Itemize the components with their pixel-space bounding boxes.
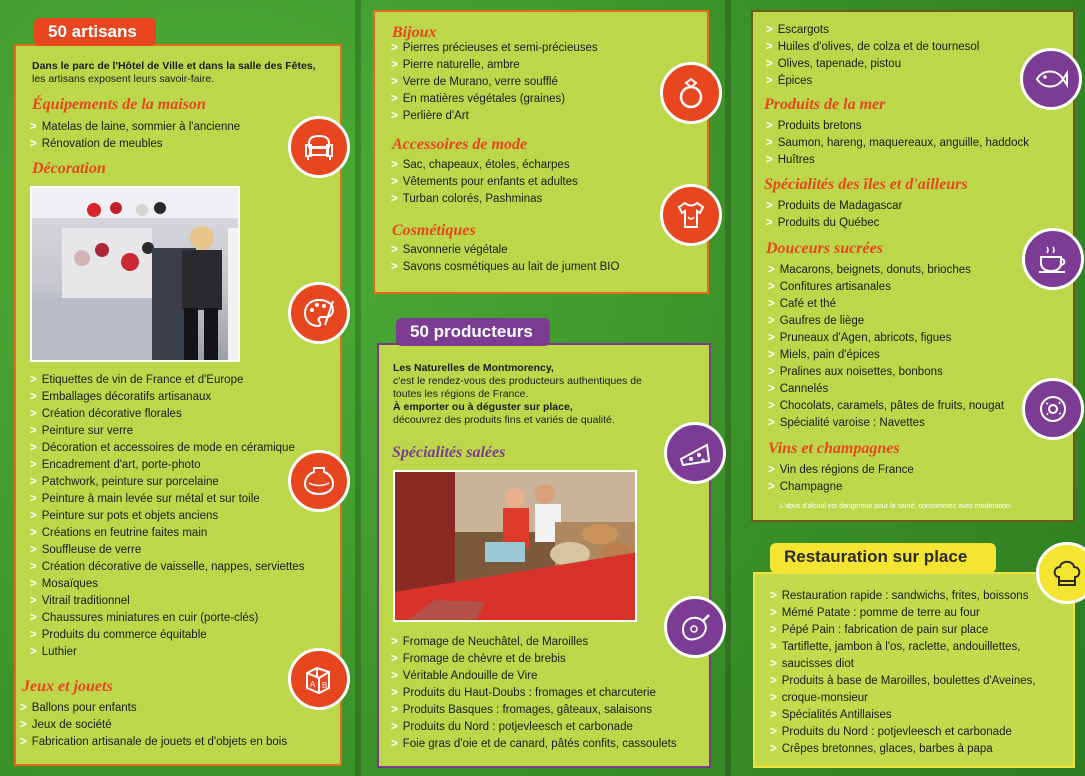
ring-icon bbox=[660, 62, 722, 124]
artisans-intro-bold: Dans le parc de l'Hôtel de Ville et dans la salle des Fêtes, bbox=[32, 60, 316, 72]
list-item: > Produits à base de Maroilles, boulettes d'Aveines, bbox=[770, 673, 1036, 690]
toy-blocks-icon bbox=[288, 648, 350, 710]
fish-icon bbox=[1020, 48, 1082, 110]
list-item: > Jeux de société bbox=[20, 717, 287, 734]
artisans-intro bbox=[32, 60, 332, 86]
list-item: > Souffleuse de verre bbox=[30, 542, 304, 559]
accessoires-list bbox=[391, 157, 578, 208]
list-item: > Créations en feutrine faites main bbox=[30, 525, 304, 542]
list-item: > Restauration rapide : sandwichs, frites, boissons bbox=[770, 588, 1036, 605]
list-item: > Décoration et accessoires de mode en céramique bbox=[30, 440, 304, 457]
douceurs-list bbox=[768, 262, 1004, 432]
svg-text:A: A bbox=[310, 680, 316, 689]
list-item: > croque-monsieur bbox=[770, 690, 1036, 707]
section-equipements: Équipements de la maison bbox=[32, 96, 206, 113]
list-item: > Savons cosmétiques au lait de jument BIO bbox=[391, 259, 619, 276]
alcohol-warning: L'abus d'alcool est dangereux pour la santé, consommez avec modération. bbox=[780, 503, 1012, 510]
section-vins: Vins et champagnes bbox=[768, 440, 900, 457]
ham-icon bbox=[664, 596, 726, 658]
fold-line bbox=[725, 0, 731, 776]
list-item: > Produits de Madagascar bbox=[766, 198, 902, 215]
list-item: > Fromage de chèvre et de brebis bbox=[391, 651, 677, 668]
list-item: > Macarons, beignets, donuts, brioches bbox=[768, 262, 1004, 279]
list-item: > Pierres précieuses et semi-précieuses bbox=[391, 40, 598, 57]
section-douceurs: Douceurs sucrées bbox=[766, 240, 883, 257]
artisans-intro-text: les artisans exposent leurs savoir-faire. bbox=[32, 73, 215, 85]
list-item: > Produits Basques : fromages, gâteaux, salaisons bbox=[391, 702, 677, 719]
list-item: > Produits du Nord : potjevleesch et carbonade bbox=[770, 724, 1036, 741]
list-item: > Chocolats, caramels, pâtes de fruits, nougat bbox=[768, 398, 1004, 415]
salees-list bbox=[391, 634, 677, 753]
producteurs-intro-text-1: c'est le rendez-vous des producteurs authentiques de toutes les régions de France. bbox=[393, 375, 642, 400]
list-item: > Huiles d'olives, de colza et de tournesol bbox=[766, 39, 979, 56]
list-item: > Véritable Andouille de Vire bbox=[391, 668, 677, 685]
list-item: > Produits du commerce équitable bbox=[30, 627, 304, 644]
restauration-list bbox=[770, 588, 1036, 758]
list-item: > Peinture sur pots et objets anciens bbox=[30, 508, 304, 525]
list-item: > Patchwork, peinture sur porcelaine bbox=[30, 474, 304, 491]
list-item: > Gaufres de liège bbox=[768, 313, 1004, 330]
list-item: > Ballons pour enfants bbox=[20, 700, 287, 717]
palette-icon bbox=[288, 282, 350, 344]
list-item: > Mémé Patate : pomme de terre au four bbox=[770, 605, 1036, 622]
mer-list bbox=[766, 118, 1029, 169]
list-item: > Produits du Québec bbox=[766, 215, 902, 232]
section-accessoires: Accessoires de mode bbox=[392, 136, 528, 153]
list-item: > Sac, chapeaux, étoles, écharpes bbox=[391, 157, 578, 174]
list-item: > Turban colorés, Pashminas bbox=[391, 191, 578, 208]
producteurs-banner: 50 producteurs bbox=[396, 318, 550, 346]
list-item: > Savonnerie végétale bbox=[391, 242, 619, 259]
producteurs-intro-bold-2: À emporter ou à déguster sur place, bbox=[393, 401, 573, 413]
list-item: > Peinture à main levée sur métal et sur toile bbox=[30, 491, 304, 508]
section-iles: Spécialités des îles et d'ailleurs bbox=[764, 176, 968, 193]
producer-stand-photo bbox=[393, 470, 637, 622]
vins-list bbox=[768, 462, 914, 496]
epicerie-list bbox=[766, 22, 979, 90]
producteurs-intro-bold-1: Les Naturelles de Montmorency, bbox=[393, 362, 554, 374]
list-item: > Café et thé bbox=[768, 296, 1004, 313]
list-item: > saucisses diot bbox=[770, 656, 1036, 673]
list-item: > Produits bretons bbox=[766, 118, 1029, 135]
tea-cup-icon bbox=[1022, 228, 1084, 290]
list-item: > Peinture sur verre bbox=[30, 423, 304, 440]
list-item: > Pépé Pain : fabrication de pain sur place bbox=[770, 622, 1036, 639]
list-item: > Fromage de Neuchâtel, de Maroilles bbox=[391, 634, 677, 651]
list-item: > Création décorative de vaisselle, nappes, serviettes bbox=[30, 559, 304, 576]
producteurs-intro-text-2: découvrez des produits fins et variés de qualité. bbox=[393, 414, 615, 426]
decoration-list bbox=[30, 372, 304, 661]
list-item: > Pierre naturelle, ambre bbox=[391, 57, 598, 74]
jeux-list bbox=[20, 700, 287, 751]
vase-icon bbox=[288, 450, 350, 512]
cosmetiques-list bbox=[391, 242, 619, 276]
list-item: > Luthier bbox=[30, 644, 304, 661]
list-item: > Pralines aux noisettes, bonbons bbox=[768, 364, 1004, 381]
list-item: > Etiquettes de vin de France et d'Europe bbox=[30, 372, 304, 389]
producteurs-intro bbox=[393, 362, 668, 427]
artisan-stand-photo bbox=[30, 186, 240, 362]
shirt-icon bbox=[660, 184, 722, 246]
list-item: > Olives, tapenade, pistou bbox=[766, 56, 979, 73]
list-item: > Champagne bbox=[768, 479, 914, 496]
donut-icon bbox=[1022, 378, 1084, 440]
list-item: > Foie gras d'oie et de canard, pâtés confits, cassoulets bbox=[391, 736, 677, 753]
equipements-list bbox=[30, 119, 240, 153]
list-item: > Huîtres bbox=[766, 152, 1029, 169]
armchair-icon bbox=[288, 116, 350, 178]
list-item: > Perlière d'Art bbox=[391, 108, 598, 125]
artisans-banner: 50 artisans bbox=[34, 18, 156, 46]
bijoux-list bbox=[391, 40, 598, 125]
list-item: > Produits du Haut-Doubs : fromages et charcuterie bbox=[391, 685, 677, 702]
list-item: > Mosaïques bbox=[30, 576, 304, 593]
list-item: > Pruneaux d'Agen, abricots, figues bbox=[768, 330, 1004, 347]
list-item: > Escargots bbox=[766, 22, 979, 39]
list-item: > Création décorative florales bbox=[30, 406, 304, 423]
list-item: > Crêpes bretonnes, glaces, barbes à papa bbox=[770, 741, 1036, 758]
list-item: > Matelas de laine, sommier à l'ancienne bbox=[30, 119, 240, 136]
section-cosmetiques: Cosmétiques bbox=[392, 222, 476, 239]
list-item: > Chaussures miniatures en cuir (porte-clés) bbox=[30, 610, 304, 627]
list-item: > Emballages décoratifs artisanaux bbox=[30, 389, 304, 406]
restauration-banner: Restauration sur place bbox=[770, 543, 996, 573]
list-item: > Spécialités Antillaises bbox=[770, 707, 1036, 724]
iles-list bbox=[766, 198, 902, 232]
section-bijoux: Bijoux bbox=[392, 24, 437, 41]
list-item: > Verre de Murano, verre soufflé bbox=[391, 74, 598, 91]
list-item: > Saumon, hareng, maquereaux, anguille, haddock bbox=[766, 135, 1029, 152]
list-item: > Miels, pain d'épices bbox=[768, 347, 1004, 364]
list-item: > En matières végétales (graines) bbox=[391, 91, 598, 108]
list-item: > Fabrication artisanale de jouets et d'objets en bois bbox=[20, 734, 287, 751]
section-decoration: Décoration bbox=[32, 160, 106, 177]
list-item: > Vêtements pour enfants et adultes bbox=[391, 174, 578, 191]
list-item: > Confitures artisanales bbox=[768, 279, 1004, 296]
fold-line bbox=[355, 0, 361, 776]
list-item: > Produits du Nord : potjevleesch et carbonade bbox=[391, 719, 677, 736]
list-item: > Tartiflette, jambon à l'os, raclette, andouillettes, bbox=[770, 639, 1036, 656]
list-item: > Vin des régions de France bbox=[768, 462, 914, 479]
section-mer: Produits de la mer bbox=[764, 96, 886, 113]
list-item: > Cannelés bbox=[768, 381, 1004, 398]
list-item: > Vitrail traditionnel bbox=[30, 593, 304, 610]
list-item: > Épices bbox=[766, 73, 979, 90]
list-item: > Rénovation de meubles bbox=[30, 136, 240, 153]
section-salees: Spécialités salées bbox=[392, 444, 506, 461]
list-item: > Spécialité varoise : Navettes bbox=[768, 415, 1004, 432]
section-jeux: Jeux et jouets bbox=[22, 678, 113, 695]
list-item: > Encadrement d'art, porte-photo bbox=[30, 457, 304, 474]
svg-text:B: B bbox=[322, 681, 328, 690]
cheese-icon bbox=[664, 422, 726, 484]
